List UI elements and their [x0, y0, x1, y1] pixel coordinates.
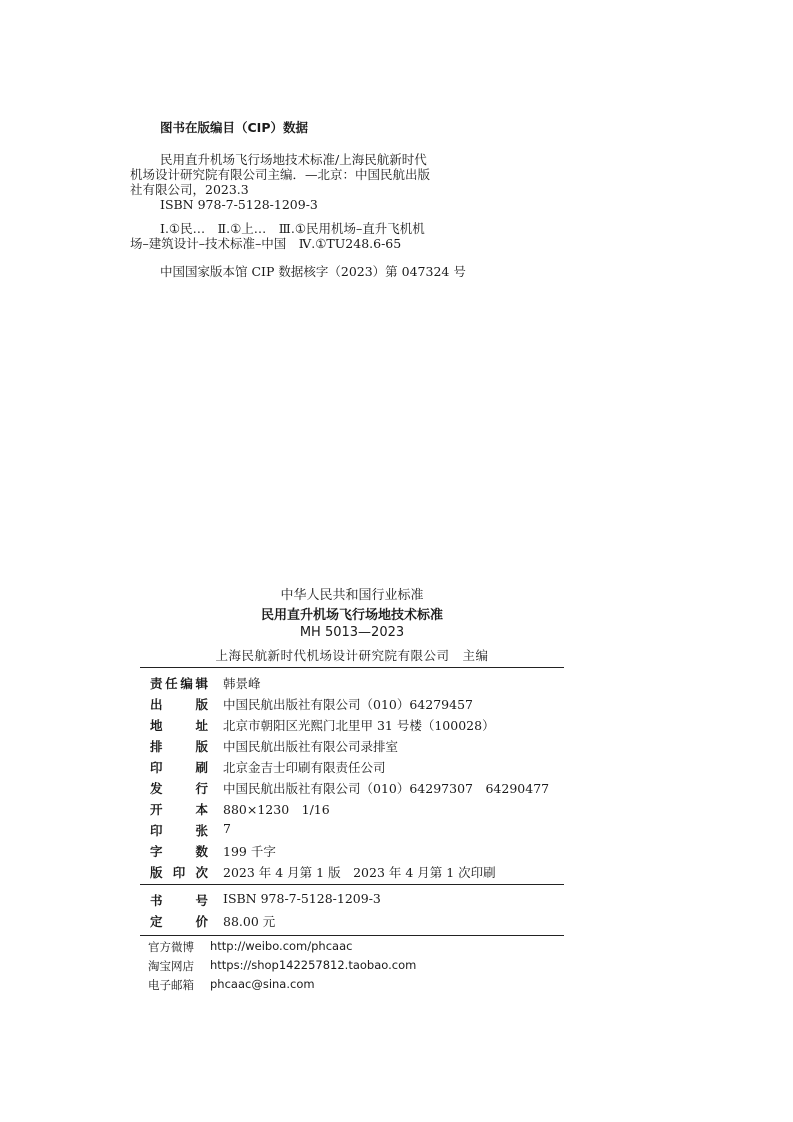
label-char: 址: [195, 718, 208, 733]
label-char: 印: [150, 760, 163, 775]
cip-line: 机场设计研究院有限公司主编．—北京：中国民航出版: [130, 167, 431, 182]
detail-label: [150, 716, 208, 734]
label-char: 本: [195, 802, 208, 817]
label-char: 地: [150, 718, 163, 733]
label-char: 价: [195, 914, 208, 929]
cip-entry-record: [130, 264, 490, 279]
detail-value: 2023 年 4 月第 1 版 2023 年 4 月第 1 次印刷: [223, 865, 496, 880]
cip-entry-subject: [130, 221, 490, 251]
editor-organization: 上海民航新时代机场设计研究院有限公司 主编: [215, 648, 489, 663]
label-char: 号: [195, 893, 208, 908]
cip-entry-bibliographic: [130, 152, 490, 212]
cip-isbn-line: ISBN 978-7-5128-1209-3: [160, 197, 318, 212]
standard-code: MH 5013—2023: [299, 625, 405, 640]
cip-line: 民用直升机场飞行场地技术标准/上海民航新时代: [160, 152, 427, 167]
label-char: 辑: [195, 676, 208, 691]
detail-value: 北京市朝阳区光熙门北里甲 31 号楼（100028）: [223, 718, 495, 733]
detail-value: 7: [223, 821, 231, 836]
detail-label: [150, 758, 208, 776]
contact-label: 电子邮箱: [148, 978, 194, 992]
label-char: 发: [150, 781, 163, 796]
detail-value: 中国民航出版社有限公司（010）64279457: [223, 697, 473, 712]
detail-value: 北京金吉士印刷有限责任公司: [223, 760, 386, 775]
detail-value: 199 千字: [223, 844, 276, 859]
contact-label: 官方微博: [148, 940, 194, 954]
detail-label: [150, 821, 208, 839]
detail-label: [150, 674, 208, 692]
contact-label: 淘宝网店: [148, 959, 194, 973]
label-char: 版: [195, 697, 208, 712]
detail-label: [150, 779, 208, 797]
detail-value: 88.00 元: [223, 914, 276, 929]
cip-line: 社有限公司，2023.3: [130, 182, 249, 197]
cip-line: Ⅰ.①民… Ⅱ.①上… Ⅲ.①民用机场–直升飞机机: [160, 221, 425, 236]
detail-label: [150, 695, 208, 713]
cip-line: 场–建筑设计–技术标准–中国 Ⅳ.①TU248.6-65: [130, 236, 402, 251]
label-char: 任: [165, 676, 178, 691]
label-char: 印: [150, 823, 163, 838]
label-char: 字: [150, 844, 163, 859]
contact-value: phcaac@sina.com: [210, 977, 315, 991]
divider: [140, 884, 564, 885]
detail-label: [150, 891, 208, 909]
detail-label: [150, 737, 208, 755]
cip-heading: 图书在版编目（CIP）数据: [160, 120, 308, 135]
detail-label: [150, 800, 208, 818]
divider: [140, 667, 564, 668]
label-char: 印: [172, 865, 186, 880]
label-char: 责: [150, 676, 163, 691]
label-char: 刷: [195, 760, 208, 775]
label-char: 版: [195, 739, 208, 754]
label-char: 排: [150, 739, 163, 754]
label-char: 开: [150, 802, 163, 817]
detail-value: 880×1230 1/16: [223, 802, 330, 817]
detail-value: 韩景峰: [223, 676, 261, 691]
label-char: 编: [180, 676, 193, 691]
standard-type: 中华人民共和国行业标准: [280, 588, 424, 603]
contact-value: https://shop142257812.taobao.com: [210, 958, 417, 972]
label-char: 次: [195, 865, 208, 880]
label-char: 书: [150, 893, 163, 908]
detail-label: [150, 863, 208, 881]
detail-value: 中国民航出版社有限公司（010）64297307 64290477: [223, 781, 550, 796]
label-char: 张: [195, 823, 208, 838]
label-char: 行: [195, 781, 208, 796]
detail-value: 中国民航出版社有限公司录排室: [223, 739, 399, 754]
detail-value: ISBN 978-7-5128-1209-3: [223, 891, 381, 906]
label-char: 数: [195, 844, 208, 859]
detail-label: [150, 912, 208, 930]
contact-value: http://weibo.com/phcaac: [210, 939, 353, 953]
label-char: 出: [150, 697, 163, 712]
standard-title: 民用直升机场飞行场地技术标准: [260, 608, 443, 623]
label-char: 定: [150, 914, 163, 929]
divider: [140, 935, 564, 936]
cip-record-number: 中国国家版本馆 CIP 数据核字（2023）第 047324 号: [160, 264, 466, 279]
label-char: 版: [150, 865, 163, 880]
detail-label: [150, 842, 208, 860]
